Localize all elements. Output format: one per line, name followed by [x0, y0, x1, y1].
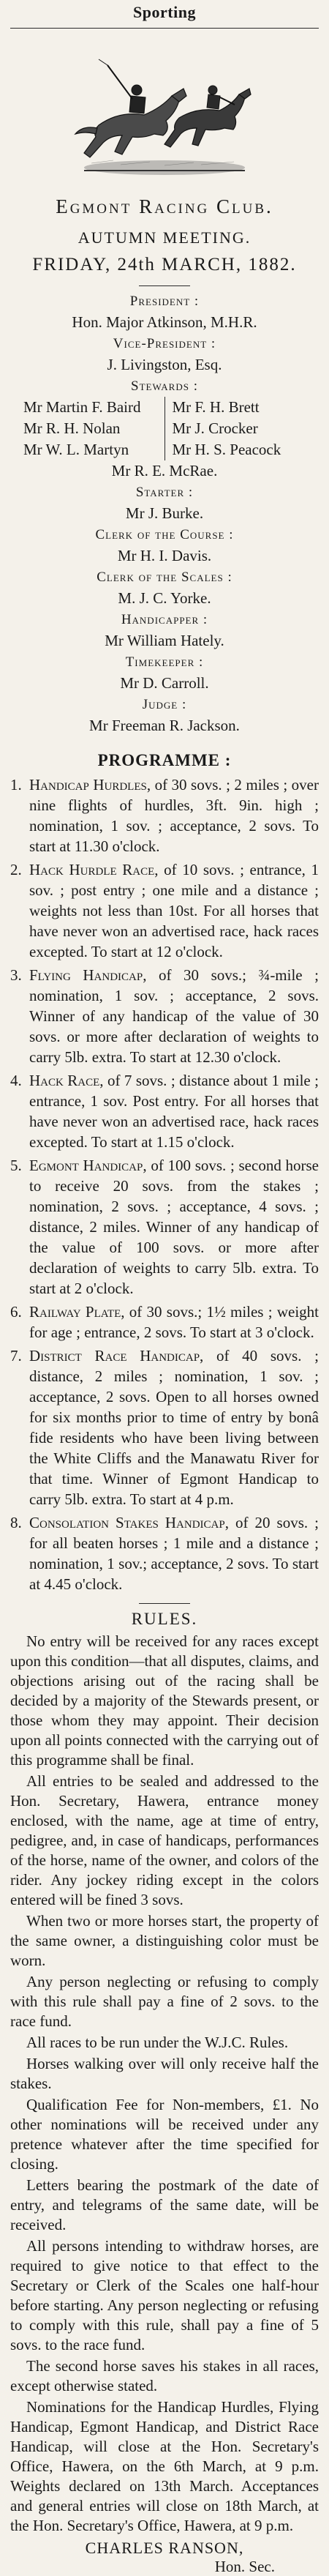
race-entry — [10, 965, 319, 1067]
race-details: of 7 sovs. ; distance about 1 mile ; entrance, 1 sov. Post entry. For all horses that have never won an advertised race, hack races excepted. To start at 1.15 o'clock. — [29, 1072, 319, 1151]
race-number: 6. — [10, 1303, 22, 1321]
race-details: of 10 sovs. ; entrance, 1 sov. ; post entry ; one mile and a distance ; weights not less than 10st. For all horses that have never won an advertised race, hack races excepted. To start at 12 o'clock. — [29, 861, 319, 960]
rule-paragraph: All entries to be sealed and addressed to the Hon. Secretary, Hawera, entrance money enclosed, with the name, age at time of entry, pedigree, and, in case of handicaps, performances of the horse, name of the owner, and colors of the rider. Any jockey riding except in the colors entered will be fined 3 sovs. — [10, 1772, 319, 1908]
race-name: Railway Plate, — [29, 1303, 125, 1321]
vice-president-name: J. Livingston, Esq. — [107, 356, 222, 373]
steward-name: Mr R. E. McRae. — [111, 462, 218, 479]
rule-paragraph: All races to be run under the W.J.C. Rules. — [26, 2034, 289, 2051]
race-name: Consolation Stakes Handicap, — [29, 1514, 229, 1531]
race-name: Handicap Hurdles, — [29, 776, 151, 794]
timekeeper-name: Mr D. Carroll. — [120, 674, 209, 692]
rule-paragraph: No entry will be received for any races except upon this condition—that all disputes, claims, and objections arising out of the racing shall be decided by a majority of the Stewards present, or those whom they may appoint. Their decision upon all points connected with the carrying out of this programme shall be final. — [10, 1632, 319, 1769]
rule-paragraph: Any person neglecting or refusing to comply with this rule shall pay a fine of 2 sovs. to the race fund. — [10, 1973, 319, 2030]
clerk-scales-name: M. J. C. Yorke. — [118, 589, 211, 607]
race-number: 7. — [10, 1347, 22, 1364]
race-entry — [10, 1155, 319, 1299]
race-name: Hack Hurdle Race, — [29, 861, 159, 878]
racehorse-illustration-icon — [69, 37, 260, 184]
handicapper-label: Handicapper : — [121, 612, 208, 627]
stewards-left-column — [23, 397, 164, 460]
race-name: Egmont Handicap, — [29, 1157, 147, 1174]
secretary-title: Hon. Sec. — [214, 2558, 275, 2575]
race-number: 2. — [10, 861, 22, 878]
race-entry — [10, 1512, 319, 1594]
programme-heading: PROGRAMME : — [97, 751, 232, 769]
judge-label: Judge : — [142, 697, 187, 712]
race-name: District Race Handicap, — [29, 1347, 204, 1364]
handicapper-name: Mr William Hately. — [105, 632, 224, 649]
rules-heading: RULES. — [131, 1610, 198, 1628]
rule-paragraph: When two or more horses start, the property of the same owner, a distinguishing color must be worn. — [10, 1912, 319, 1969]
rule-paragraph: All persons intending to withdraw horses, are required to give notice to that effect to the Secretary or Clerk of the Scales one half-hour before starting. Any person neglecting or refusing to comply with this rule, shall pay a fine of 5 sovs. to the race fund. — [10, 2237, 319, 2353]
steward-name: Mr H. S. Peacock — [172, 441, 281, 458]
race-entry — [10, 1070, 319, 1152]
stewards-label: Stewards : — [131, 378, 198, 394]
divider — [139, 285, 190, 286]
rule-paragraph: Horses walking over will only receive half the stakes. — [10, 2055, 319, 2092]
judge-name: Mr Freeman R. Jackson. — [89, 717, 240, 734]
race-number: 3. — [10, 966, 22, 984]
race-number: 5. — [10, 1157, 22, 1174]
president-label: President : — [129, 294, 200, 309]
race-list — [10, 774, 319, 1594]
club-name: Egmont Racing Club. — [56, 195, 273, 217]
clerk-scales-label: Clerk of the Scales : — [97, 570, 232, 585]
steward-name: Mr F. H. Brett — [172, 398, 260, 416]
president-name: Hon. Major Atkinson, M.H.R. — [72, 313, 257, 331]
race-details: of 30 sovs. ; 2 miles ; over nine flights of hurdles, 3ft. 9in. high ; nomination, 1 sov. ; acceptance, 2 sovs. To start at 11.30 o'clock. — [29, 776, 319, 855]
race-number: 4. — [10, 1072, 22, 1089]
divider — [139, 1603, 190, 1604]
race-details: of 40 sovs. ; distance, 2 miles ; nomination, 1 sov. ; acceptance, 2 sovs. Open to all horses owned for six months prior to time of entry by bonâ fide residents who have been living between the White Cliffs and the Manawatu River for that time. Winner of Egmont Handicap to carry 5lb. extra. To start at 4 p.m. — [29, 1347, 319, 1508]
race-name: Flying Handicap, — [29, 966, 147, 984]
clerk-course-label: Clerk of the Course : — [95, 527, 234, 542]
officials-list — [10, 291, 319, 736]
race-entry — [10, 1345, 319, 1509]
vice-president-label: Vice-President : — [113, 336, 216, 351]
race-details: of 20 sovs. ; for all beaten horses ; 1 mile and a distance ; nomination, 1 sov.; acceptance, 2 sovs. To start at 4.45 o'clock. — [29, 1514, 319, 1593]
race-details: of 30 sovs.; 1½ miles ; weight for age ; entrance, 2 sovs. To start at 3 o'clock. — [29, 1303, 319, 1341]
starter-name: Mr J. Burke. — [125, 504, 204, 522]
race-entry — [10, 859, 319, 962]
race-number: 1. — [10, 776, 22, 794]
rules-list — [10, 1632, 319, 2536]
race-details: of 30 sovs.; ¾-mile ; nomination, 1 sov. ; acceptance, 2 sovs. Winner of any handicap of the value of 30 sovs. or more after declaration of weights to carry 5lb. extra. To start at 12.30 o'clock. — [29, 966, 319, 1066]
stewards-grid — [23, 397, 306, 460]
section-title: Sporting — [133, 3, 196, 21]
steward-name: Mr Martin F. Baird — [23, 398, 141, 416]
rule-paragraph: The second horse saves his stakes in all races, except otherwise stated. — [10, 2357, 319, 2394]
rule-paragraph: Letters bearing the postmark of the date of entry, and telegrams of the same date, will be received. — [10, 2176, 319, 2233]
meeting-title: AUTUMN MEETING. — [77, 228, 252, 247]
timekeeper-label: Timekeeper : — [125, 654, 204, 670]
race-number: 8. — [10, 1514, 22, 1531]
meeting-date: FRIDAY, 24th MARCH, 1882. — [32, 255, 297, 275]
steward-name: Mr J. Crocker — [172, 419, 258, 437]
starter-label: Starter : — [135, 485, 194, 500]
top-rule — [10, 28, 319, 29]
race-entry — [10, 1302, 319, 1343]
race-details: of 100 sovs. ; second horse to receive 20 sovs. from the stakes ; nomination, 2 sovs. ; acceptance, 4 sovs. ; distance, 2 miles. Winner of any handicap of the value of 100 sovs. or more after declaration of weights to carry 5lb. extra. To start at 2 o'clock. — [29, 1157, 319, 1297]
steward-name: Mr R. H. Nolan — [23, 419, 121, 437]
steward-name: Mr W. L. Martyn — [23, 441, 129, 458]
rule-paragraph: Qualification Fee for Non-members, £1. No other nominations will be received under any pretence whatever after the time specified for closing. — [10, 2096, 319, 2173]
rule-paragraph: Nominations for the Handicap Hurdles, Flying Handicap, Egmont Handicap, and District Race Handicap, will close at the Hon. Secretary's Office, Hawera, on the 6th March, at 9 p.m. Weights declared on 13th March. Acceptances and general entries will close on 18th March, at the Hon. Secretary's Office, Hawera, at 9 p.m. — [10, 2398, 319, 2534]
stewards-right-column — [165, 397, 306, 460]
race-name: Hack Race, — [29, 1072, 104, 1089]
clerk-course-name: Mr H. I. Davis. — [117, 547, 212, 564]
secretary-signature: CHARLES RANSON, — [85, 2539, 244, 2557]
race-entry — [10, 774, 319, 856]
horse-race-engraving — [10, 30, 319, 191]
